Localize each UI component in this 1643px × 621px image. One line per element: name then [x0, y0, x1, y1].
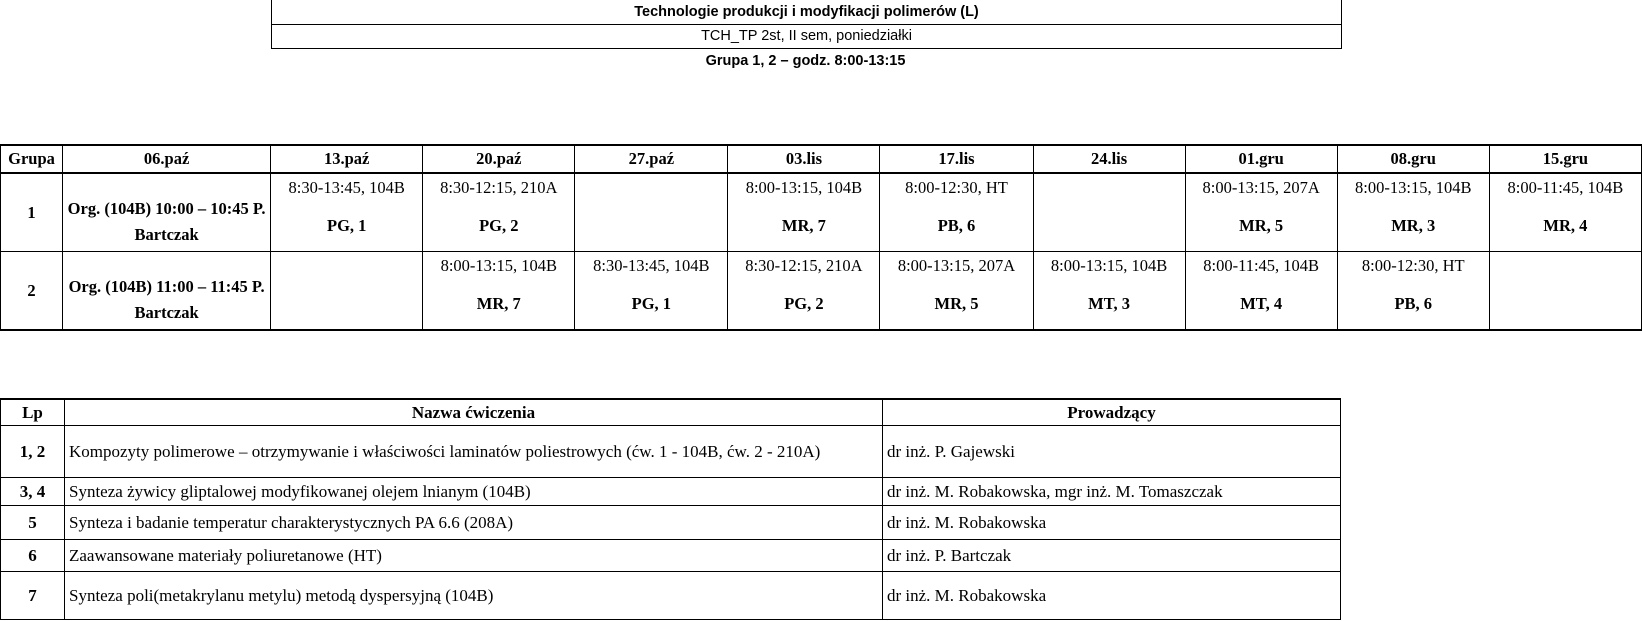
- course-title-box: [271, 0, 1342, 49]
- schedule-row-group-1: [1, 173, 1642, 252]
- cell-time: 8:00-11:45, 104B: [1203, 256, 1320, 275]
- cell-time: 8:00-13:15, 104B: [1355, 178, 1472, 197]
- schedule-cell: [1337, 252, 1489, 331]
- exercises-table: [0, 398, 1341, 620]
- cell-time: 8:00-13:15, 207A: [1202, 178, 1320, 197]
- date-header: 03.lis: [728, 145, 880, 173]
- cell-code: MR, 7: [476, 294, 521, 313]
- schedule-cell: [1337, 173, 1489, 252]
- exercises-header-row: [1, 399, 1341, 426]
- exercise-row: [1, 478, 1341, 506]
- schedule-cell: [423, 173, 575, 252]
- date-header: 24.lis: [1033, 145, 1185, 173]
- cell-code: MR, 3: [1391, 216, 1436, 235]
- cell-time: 8:00-12:30, HT: [905, 178, 1008, 197]
- date-header: 17.lis: [880, 145, 1033, 173]
- exercise-lead: dr inż. M. Robakowska, mgr inż. M. Tomaszczak: [883, 478, 1341, 506]
- cell-code: MR, 5: [934, 294, 979, 313]
- course-subtitle: TCH_TP 2st, II sem, poniedziałki: [701, 28, 912, 44]
- exercise-row: [1, 426, 1341, 478]
- exercise-number: 5: [1, 506, 65, 540]
- cell-time: 8:30-13:45, 104B: [288, 178, 405, 197]
- cell-code: PG, 1: [631, 294, 672, 313]
- cell-time: 8:30-13:45, 104B: [593, 256, 710, 275]
- cell-code: MR, 4: [1543, 216, 1588, 235]
- group-number: 2: [1, 252, 63, 331]
- schedule-cell: [1489, 173, 1641, 252]
- date-header: 15.gru: [1489, 145, 1641, 173]
- schedule-row-group-2: [1, 252, 1642, 331]
- exercise-number: 3, 4: [1, 478, 65, 506]
- course-title: Technologie produkcji i modyfikacji polimerów (L): [272, 0, 1341, 25]
- cell-code: PG, 2: [784, 294, 824, 313]
- exercise-row: [1, 540, 1341, 572]
- name-column-header: Nazwa ćwiczenia: [65, 399, 883, 426]
- exercise-name: Synteza żywicy gliptalowej modyfikowanej olejem lnianym (104B): [65, 478, 883, 506]
- exercise-lead: dr inż. M. Robakowska: [883, 572, 1341, 620]
- exercise-row: [1, 572, 1341, 620]
- schedule-header-row: [1, 145, 1642, 173]
- cell-code: PB, 6: [937, 216, 976, 235]
- exercise-name: Kompozyty polimerowe – otrzymywanie i właściwości laminatów poliestrowych (ćw. 1 - 104B, ćw. 2 - 210A): [65, 426, 883, 478]
- date-header: 08.gru: [1337, 145, 1489, 173]
- group-column-header: Grupa: [1, 145, 63, 173]
- schedule-cell: [575, 252, 728, 331]
- group-number: 1: [1, 173, 63, 252]
- cell-code: MR, 5: [1239, 216, 1284, 235]
- cell-time: 8:00-12:30, HT: [1361, 256, 1465, 275]
- org-meeting: Org. (104B) 10:00 – 10:45 P. Bartczak: [63, 173, 271, 252]
- cell-time: 8:30-12:15, 210A: [745, 256, 863, 275]
- cell-code: MT, 3: [1088, 294, 1131, 313]
- schedule-cell: [728, 173, 880, 252]
- schedule-cell: [880, 252, 1033, 331]
- exercise-name: Synteza i badanie temperatur charakterystycznych PA 6.6 (208A): [65, 506, 883, 540]
- group-hours: Grupa 1, 2 – godz. 8:00-13:15: [705, 53, 906, 69]
- cell-time: 8:00-13:15, 104B: [1050, 256, 1168, 275]
- exercise-number: 6: [1, 540, 65, 572]
- date-header: 01.gru: [1185, 145, 1337, 173]
- date-header: 20.paź: [423, 145, 575, 173]
- cell-time: 8:30-12:15, 210A: [440, 178, 558, 197]
- date-header: 13.paź: [271, 145, 423, 173]
- exercise-number: 1, 2: [1, 426, 65, 478]
- cell-time: 8:00-13:15, 104B: [440, 256, 557, 275]
- cell-time: 8:00-11:45, 104B: [1507, 178, 1624, 197]
- schedule-cell: [271, 252, 423, 331]
- exercise-row: [1, 506, 1341, 540]
- schedule-cell: [423, 252, 575, 331]
- exercise-name: Synteza poli(metakrylanu metylu) metodą dyspersyjną (104B): [65, 572, 883, 620]
- exercise-lead: dr inż. M. Robakowska: [883, 506, 1341, 540]
- schedule-cell: [575, 173, 728, 252]
- org-meeting: Org. (104B) 11:00 – 11:45 P. Bartczak: [63, 252, 271, 331]
- cell-time: 8:00-13:15, 207A: [897, 256, 1016, 275]
- cell-code: MT, 4: [1240, 294, 1283, 313]
- cell-code: PG, 2: [479, 216, 519, 235]
- schedule-cell: [880, 173, 1033, 252]
- exercise-number: 7: [1, 572, 65, 620]
- schedule-cell: [1185, 252, 1337, 331]
- schedule-cell: [728, 252, 880, 331]
- date-header: 06.paź: [63, 145, 271, 173]
- schedule-cell: [1489, 252, 1641, 331]
- lp-column-header: Lp: [1, 399, 65, 426]
- date-header: 27.paź: [575, 145, 728, 173]
- schedule-cell: [1033, 173, 1185, 252]
- cell-time: 8:00-13:15, 104B: [745, 178, 863, 197]
- exercise-lead: dr inż. P. Bartczak: [883, 540, 1341, 572]
- cell-code: PG, 1: [326, 216, 367, 235]
- exercise-lead: dr inż. P. Gajewski: [883, 426, 1341, 478]
- cell-code: PB, 6: [1394, 294, 1433, 313]
- schedule-table: [0, 144, 1642, 331]
- lead-column-header: Prowadzący: [883, 399, 1341, 426]
- exercise-name: Zaawansowane materiały poliuretanowe (HT): [65, 540, 883, 572]
- schedule-cell: [1033, 252, 1185, 331]
- schedule-cell: [271, 173, 423, 252]
- schedule-cell: [1185, 173, 1337, 252]
- cell-code: MR, 7: [781, 216, 826, 235]
